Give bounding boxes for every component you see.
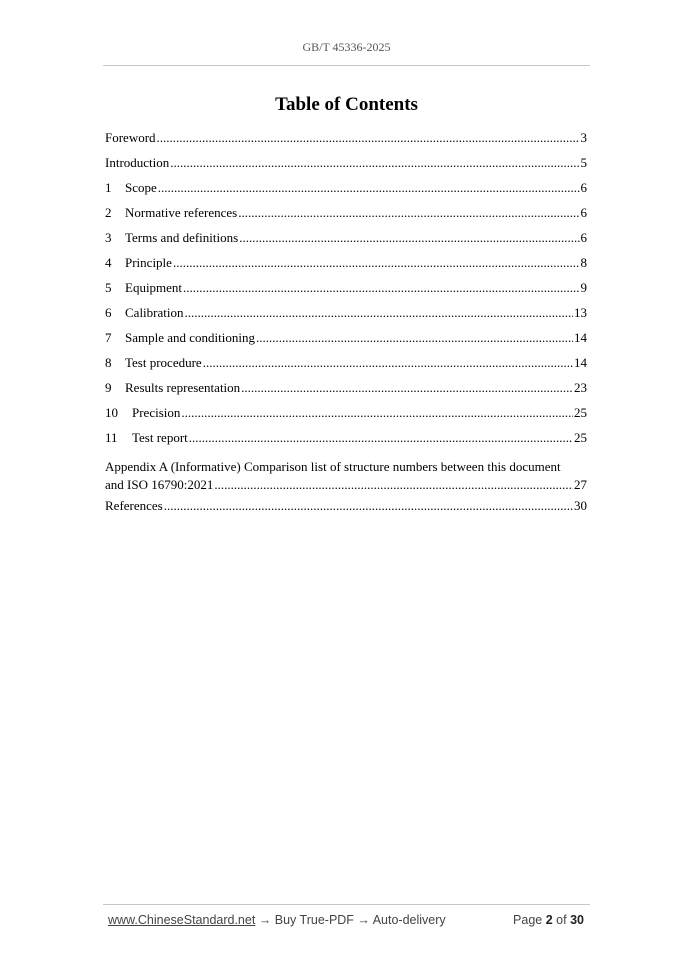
toc-entry-page: 14 — [574, 355, 587, 370]
toc-entry-terms-and-definitions[interactable] — [105, 230, 587, 255]
total-page-count: 30 — [570, 913, 584, 927]
toc-entry-sample-and-conditioning[interactable] — [105, 330, 587, 355]
toc-entry-number: 2 — [105, 205, 112, 220]
toc-entry-page: 6 — [580, 230, 587, 245]
toc-entry-label: Calibration — [125, 305, 184, 320]
toc-entry-number: 9 — [105, 380, 112, 395]
toc-entry-page: 27 — [574, 477, 587, 492]
page-label: Page — [513, 913, 543, 927]
toc-dot-leader — [203, 355, 573, 371]
toc-entry-number: 1 — [105, 180, 112, 195]
toc-entry-test-report[interactable] — [105, 430, 587, 455]
toc-entry-page: 3 — [580, 130, 587, 145]
toc-dot-leader — [164, 498, 573, 514]
page-footer — [108, 913, 584, 931]
toc-entry-label: Appendix A (Informative) Comparison list of structure numbers between this document — [105, 459, 561, 474]
toc-entry-number: 4 — [105, 255, 112, 270]
toc-entry-introduction[interactable] — [105, 155, 587, 180]
toc-entry-label: Test procedure — [125, 355, 202, 370]
toc-dot-leader — [181, 405, 573, 421]
page-of-label: of — [556, 913, 567, 927]
toc-entry-references[interactable] — [105, 498, 587, 523]
toc-dot-leader — [239, 230, 579, 246]
toc-dot-leader — [189, 430, 573, 446]
toc-entry-label: Principle — [125, 255, 172, 270]
toc-entry-page: 6 — [580, 180, 587, 195]
toc-dot-leader — [170, 155, 579, 171]
toc-entry-page: 30 — [574, 498, 587, 513]
toc-entry-results-representation[interactable] — [105, 380, 587, 405]
toc-entry-page: 25 — [574, 430, 587, 445]
toc-dot-leader — [173, 255, 580, 271]
toc-entry-label: Precision — [132, 405, 181, 420]
toc-entry-test-procedure[interactable] — [105, 355, 587, 380]
header-divider — [103, 65, 590, 66]
toc-entry-label: Scope — [125, 180, 157, 195]
toc-entry-label: References — [105, 498, 163, 513]
toc-entry-page: 5 — [580, 155, 587, 170]
toc-entry-equipment[interactable] — [105, 280, 587, 305]
toc-entry-number: 10 — [105, 405, 118, 420]
toc-dot-leader — [185, 305, 574, 321]
toc-entry-number: 8 — [105, 355, 112, 370]
toc-entry-page: 8 — [580, 255, 587, 270]
toc-dot-leader — [238, 205, 579, 221]
footer-divider — [103, 904, 590, 905]
toc-entry-label: Foreword — [105, 130, 156, 145]
toc-entry-page: 13 — [574, 305, 587, 320]
toc-entry-calibration[interactable] — [105, 305, 587, 330]
toc-entry-number: 6 — [105, 305, 112, 320]
toc-list — [105, 130, 587, 523]
toc-entry-label: Sample and conditioning — [125, 330, 255, 345]
toc-entry-precision[interactable] — [105, 405, 587, 430]
toc-entry-label: Normative references — [125, 205, 238, 220]
toc-dot-leader — [157, 130, 580, 146]
toc-entry-number: 7 — [105, 330, 112, 345]
toc-entry-foreword[interactable] — [105, 130, 587, 155]
current-page-number: 2 — [545, 913, 553, 927]
toc-entry-label: Introduction — [105, 155, 170, 170]
toc-dot-leader — [183, 280, 579, 296]
toc-entry-page: 9 — [580, 280, 587, 295]
toc-entry-label: Results representation — [125, 380, 241, 395]
footer-tagline: → Buy True-PDF → Auto-delivery — [255, 913, 446, 927]
toc-dot-leader — [214, 476, 573, 494]
toc-entry-number: 5 — [105, 280, 112, 295]
toc-dot-leader — [256, 330, 573, 346]
toc-entry-scope[interactable] — [105, 180, 587, 205]
toc-entry-normative-references[interactable] — [105, 205, 587, 230]
toc-entry-page: 6 — [580, 205, 587, 220]
document-code-header: GB/T 45336-2025 — [302, 40, 391, 54]
toc-entry-number: 3 — [105, 230, 112, 245]
toc-entry-principle[interactable] — [105, 255, 587, 280]
toc-entry-label: Test report — [132, 430, 188, 445]
toc-entry-label: Terms and definitions — [125, 230, 239, 245]
toc-entry-page: 23 — [574, 380, 587, 395]
page-indicator — [513, 913, 584, 927]
toc-entry-number: 11 — [105, 430, 118, 445]
toc-title: Table of Contents — [275, 94, 418, 115]
toc-entry-page: 14 — [574, 330, 587, 345]
toc-entry-label: Equipment — [125, 280, 183, 295]
toc-dot-leader — [158, 180, 580, 196]
toc-entry-label-continued: and ISO 16790:2021 — [105, 477, 214, 492]
toc-entry-page: 25 — [574, 405, 587, 420]
chinesestandard-link[interactable]: www.ChineseStandard.net — [108, 913, 256, 927]
toc-entry-appendix-a[interactable] — [105, 458, 587, 494]
toc-dot-leader — [241, 380, 573, 396]
